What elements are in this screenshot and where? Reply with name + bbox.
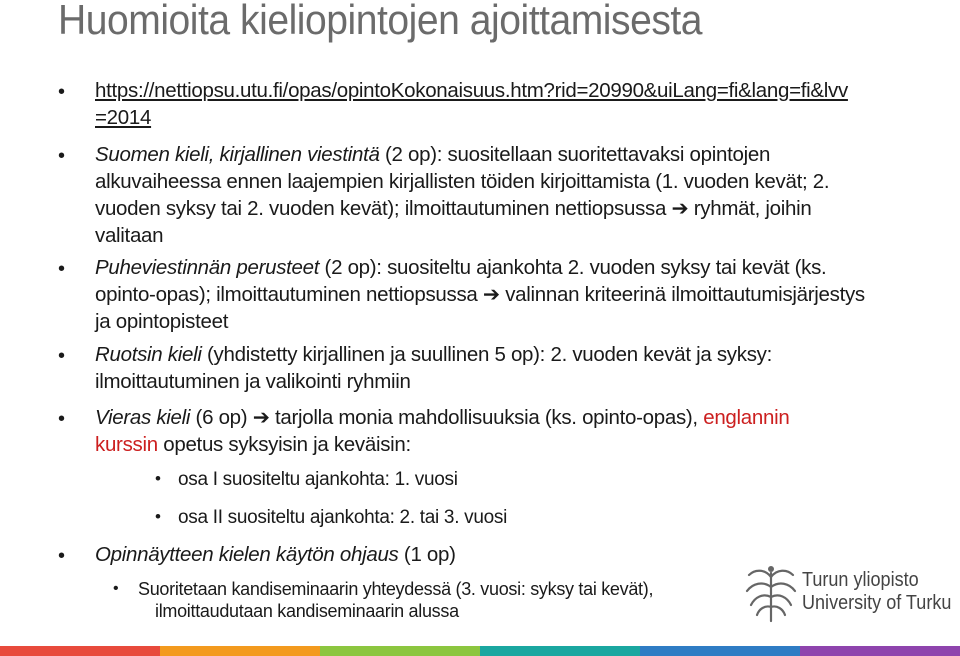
course-name: Suomen kieli, kirjallinen viestintä [95,143,380,166]
course-name: Vieras kieli [95,406,191,429]
opas-link[interactable]: https://nettiopsu.utu.fi/opas/opintoKokonaisuus.htm?rid=20990&uiLang=fi&lang=fi&lvv [95,79,848,102]
bullet: • [58,408,66,430]
seminar-line: Suoritetaan kandiseminaarin yhteydessä (3. vuosi: syksy tai kevät), ilmoittaudutaan kandiseminaarin alussa [138,579,654,621]
bar-segment [0,646,160,656]
sub-bullet: • [113,580,119,597]
sub-bullet: • [155,469,161,488]
english-course-highlight: englannin kurssin [95,406,790,456]
slide-title: Huomioita kieliopintojen ajoittamisesta [58,0,703,43]
bullet: • [58,81,66,103]
arrow-icon: ➔ [671,197,689,220]
url-paragraph [95,77,855,131]
course-name: Opinnäytteen kielen käytön ohjaus [95,543,399,566]
brand-color-bar [0,646,960,656]
speech-paragraph: Puheviestinnän perusteet (2 op): suositeltu ajankohta 2. vuoden syksy tai kevät (ks. opinto-opas); ilmoittautuminen nettiopsussa ➔ valinnan kriteerinä ilmoittautumisjärjestys ja opintopisteet [95,256,865,333]
part-two-line: osa II suositeltu ajankohta: 2. tai 3. vuosi [178,507,508,528]
swedish-paragraph: Ruotsin kieli (yhdistetty kirjallinen ja suullinen 5 op): 2. vuoden kevät ja syksy: ilmoittautuminen ja valikointi ryhmiin [95,343,773,393]
bullet: • [58,545,66,567]
bar-segment [800,646,960,656]
bar-segment [320,646,480,656]
foreign-language-paragraph: Vieras kieli (6 op) ➔ tarjolla monia mahdollisuuksia (ks. opinto-opas), englannin kurssin opetus syksyisin ja keväisin: [95,406,790,456]
bullet: • [58,345,66,367]
opas-link-cont[interactable]: =2014 [95,106,152,129]
arrow-icon: ➔ [482,283,500,306]
thesis-language-paragraph: Opinnäytteen kielen käytön ohjaus (1 op) [95,543,456,566]
bar-segment [480,646,640,656]
course-name: Puheviestinnän perusteet [95,256,320,279]
sub-bullet: • [155,507,161,526]
course-name: Ruotsin kieli [95,343,202,366]
finnish-writing-paragraph: Suomen kieli, kirjallinen viestintä (2 op): suositellaan suoritettavaksi opintojen alkuvaiheessa ennen laajempien kirjallisten töiden kirjoittamista (1. vuoden kevät; 2. vuoden syksy tai 2. vuoden kevät); ilmoittautuminen nettiopsussa ➔ ryhmät, joihin valitaan [95,143,830,247]
bar-segment [160,646,320,656]
arrow-icon: ➔ [252,406,270,429]
bullet: • [58,145,66,167]
part-one-line: osa I suositeltu ajankohta: 1. vuosi [178,469,458,490]
bullet: • [58,258,66,280]
university-emblem-icon [743,563,799,625]
university-name: Turun yliopisto University of Turku [802,568,952,614]
bar-segment [640,646,800,656]
